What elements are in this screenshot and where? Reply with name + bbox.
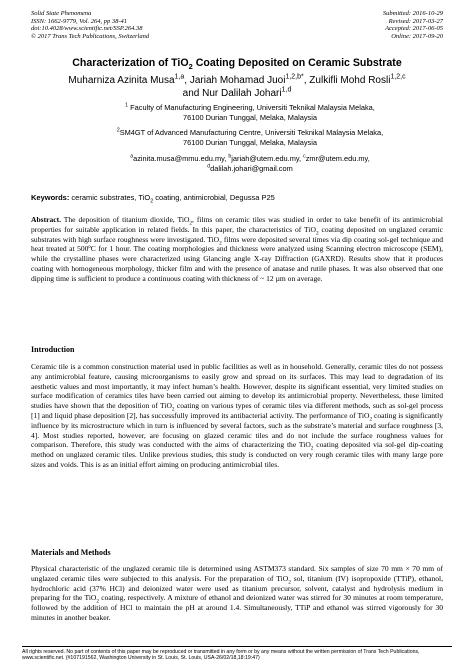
section-heading-materials: Materials and Methods	[31, 548, 111, 557]
title-subscript: 2	[188, 62, 193, 72]
accepted-date: Accepted: 2017-06-05	[385, 25, 443, 33]
introduction-text	[31, 362, 443, 470]
author-name: Jariah Mohamad Juoi	[189, 75, 286, 86]
doi-line: doi:10.4028/www.scientific.net/SSP.264.38	[31, 25, 143, 33]
abstract-text: coating deposited on unglazed ceramic substrates with high surface roughness were investigated. TiO	[31, 224, 443, 244]
email-block: $^a$azinita.musa@mmu.edu.my, $^b$jariah@utem.edu.my, $^c$zmr@utem.edu.my, $^d$dalilah.johari@gmail.com	[130, 153, 370, 173]
keywords-text: coating, antimicrobial, Degussa P25	[153, 193, 275, 202]
abstract-text: The deposition of titanium dioxide, TiO	[60, 215, 190, 224]
subscript: 2	[288, 579, 291, 586]
dates-info	[383, 10, 443, 40]
subscript: 2	[171, 406, 175, 413]
paragraph-text: sol, titanium (IV) isopropoxide (TTiP), ethanol, hydrochloric acid (37% HCl) and deionized water were used as titanium precursor, solvent, catalyst and hydrolysis medium in preparing for the TiO	[31, 573, 443, 603]
affiliation-mark: 1	[125, 102, 129, 109]
subscript: 2	[310, 445, 314, 452]
email-mark: a	[130, 153, 134, 160]
subscript: 2	[189, 220, 193, 227]
author-list	[20, 74, 454, 100]
author-name: Muharniza Azinita Musa	[68, 75, 175, 86]
subscript: 2	[315, 230, 319, 237]
footer-notice: All rights reserved. No part of contents of this paper may be reproduced or transmitted in any form or by any means without the written permission of Trans Tech Publications, www.scientific.net. (#107191562, Washington University in St. Louis, St. Louis, USA-26/02/18,18:19:47)	[22, 646, 452, 661]
paragraph-text: coating is significantly influence by its microstructure which in turn is influenced by several factors, such as the substrate’s material and surface roughness [3, 4]. Most studies reported, however, are focusing on glazed ceramic tiles and do not include the surface roughness values for comparison. Therefore, this study was conducted with the aims of characterizing the TiO	[31, 410, 443, 450]
email-link[interactable]: jariah@utem.edu.my	[231, 154, 300, 163]
keywords-label: Keywords:	[31, 193, 70, 202]
author-name: Zulkifli Mohd Rosli	[309, 75, 391, 86]
affiliation	[80, 128, 420, 147]
email-link[interactable]: dalilah.johari@gmail.com	[210, 163, 293, 173]
copyright-line: © 2017 Trans Tech Publications, Switzerland	[31, 32, 150, 40]
subscript: 2	[369, 416, 373, 423]
paragraph-text: coating, respectively. A mixture of ethanol and deionized water was stirred for 30 minutes at room temperature, followed by the addition of HCl to maintain the pH at around 1.4. Simultaneously, TTiP and ethanol was stirred vigorously for 30 minutes in another beaker.	[31, 593, 443, 622]
affiliation-mark: 2	[116, 127, 120, 134]
author-separator: ,	[303, 75, 310, 86]
materials-text	[31, 564, 443, 623]
email-mark: b	[228, 153, 232, 160]
paragraph-text: coating deposited via sol-gel dip-coating method on unglazed ceramic tiles. Unlike previous studies, this study is conducted on very rough ceramic tiles with many large pore sizes and voids. This is as an initial effort aiming on producing antimicrobial tiles.	[31, 440, 443, 469]
keywords-subscript: 2	[150, 198, 154, 205]
subscript: 2	[96, 598, 100, 605]
author-mark: 1,2,b*	[285, 73, 304, 81]
revised-date: Revised: 2017-03-27	[388, 17, 443, 25]
title-part: Characterization of TiO	[72, 57, 189, 69]
keywords-text: ceramic substrates, TiO	[69, 193, 151, 202]
affiliation	[80, 103, 420, 122]
author-mark: 1,a	[174, 73, 185, 81]
submitted-date: Submitted: 2016-10-29	[382, 10, 443, 17]
author-separator: ,	[184, 75, 190, 86]
author-mark: 1,2,c	[390, 73, 406, 81]
paragraph-text: coating on various types of ceramic tiles via different methods, such as sol-gel process [1] and liquid phase deposition [2], has successfully improved its antibacterial activity. The performance of TiO	[31, 401, 443, 420]
affiliation-line: 76100 Durian Tunggal, Melaka, Malaysia	[183, 112, 317, 122]
subscript: 2	[219, 240, 222, 247]
paragraph-text: Ceramic tile is a common construction material used in public facilities as well as in household. Generally, ceramic tiles do not possess any antimicrobial feature, causing microorganisms to easily grow and spread on its surfaces. This may lead to degradation of its aesthetic values and most importantly, it may infect human’s health. However, despite its significant essential, very limited studies on surface modification of ceramics tiles have been carried out aiming to develop its antimicrobial property. Nevertheless, these limited studies have shown that the deposition of TiO	[31, 362, 443, 411]
issn-line: ISSN: 1662-9779, Vol. 264, pp 38-41	[31, 17, 128, 25]
email-mark: d	[207, 163, 211, 170]
journal-name: Solid State Phenomena	[31, 10, 92, 17]
affiliation-line: 76100 Durian Tunggal, Melaka, Malaysia	[183, 137, 317, 147]
author-separator: and	[182, 88, 203, 99]
email-link[interactable]: azinita.musa@mmu.edu.my	[133, 154, 225, 163]
email-mark: c	[303, 153, 306, 160]
abstract-text: films were deposited several times via dip coating sol-gel technique and heat treated at 500ºC for 1 hour. The coating morphologies and thickness were analyzed using Scanning electron microscope (SEM), while the crystalline phases were characterized using Glancing angle X-ray Diffraction (GAXRD). Results show that it produces coating with homogeneous morphology, thicker film and with the presence of anatase and rutile phases. It was also observed that one dipping time is sufficient to produce a continuous coating with thickness of ~ 12 µm on average.	[31, 234, 443, 283]
paper-title	[20, 57, 454, 72]
author-name: Nur Dalilah Johari	[202, 88, 282, 99]
section-heading-introduction: Introduction	[31, 345, 75, 354]
paragraph-text: Physical characteristic of the unglazed ceramic tile is determined using ASTM373 standard. Six samples of size 70 mm × 70 mm of unglazed ceramic tiles were subjected to this analysis. For the preparation of TiO	[31, 564, 443, 583]
title-part: Coating Deposited on Ceramic Substrate	[192, 57, 402, 69]
abstract-label: Abstract.	[31, 215, 61, 224]
abstract-text: , films on ceramic tiles was studied in order to take benefit of its antimicrobial properties for suitable application in related fields. In this paper, the characteristics of TiO	[31, 215, 443, 234]
email-link[interactable]: zmr@utem.edu.my	[305, 154, 368, 163]
affiliation-line: SM4GT of Advanced Manufacturing Centre, Universiti Teknikal Malaysia Melaka,	[119, 128, 384, 137]
affiliation-line: Faculty of Manufacturing Engineering, Universiti Teknikal Malaysia Melaka,	[130, 103, 375, 112]
journal-info	[31, 10, 149, 40]
author-mark: 1,d	[281, 86, 292, 94]
online-date: Online: 2017-09-20	[391, 32, 443, 40]
abstract	[31, 215, 443, 284]
keywords	[31, 193, 443, 205]
